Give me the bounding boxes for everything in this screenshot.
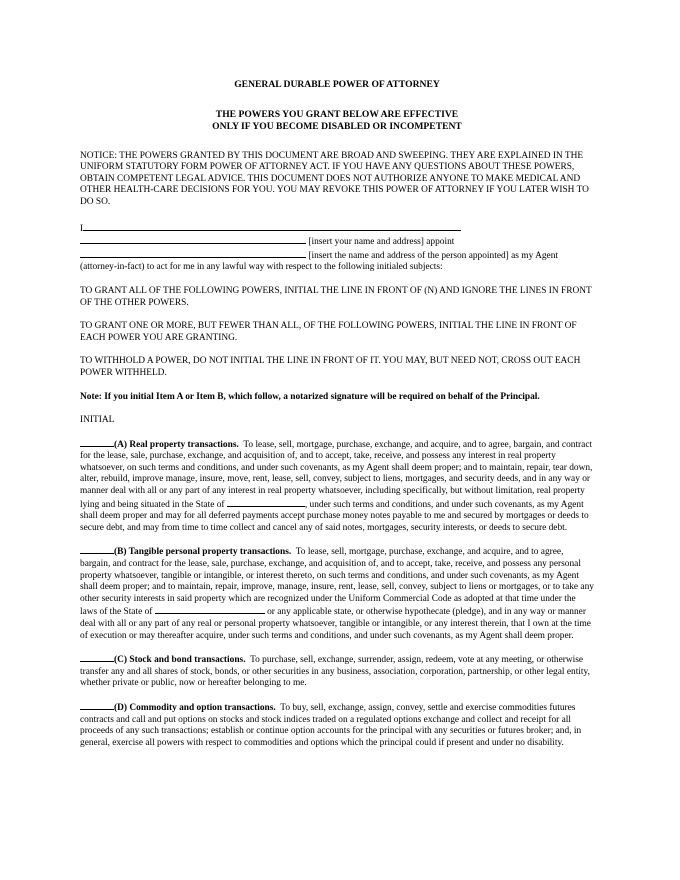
principal-prefix: I [80, 223, 84, 234]
agent-name-blank[interactable] [80, 249, 306, 258]
item-a-text-2: , under such terms and conditions, and under such covenants, as my Agent shall deem proper and may for all deferred payments accept purchase money notes payable to me and secured by mortgages or deeds to secure debt, and may from time to time collect and cancel any of said notes, mortgages, security interests, or deeds to secure debt. [80, 499, 589, 533]
principal-name-blank[interactable] [83, 222, 461, 231]
instruction-withhold: TO WITHHOLD A POWER, DO NOT INITIAL THE LINE IN FRONT OF IT. YOU MAY, BUT NEED NOT, CROSS OUT EACH POWER WITHHELD. [80, 356, 581, 378]
item-d-heading: (D) Commodity and option transactions. [114, 702, 276, 713]
initial-blank-c[interactable] [80, 653, 114, 662]
item-b-heading: (B) Tangible personal property transactions. [114, 547, 292, 558]
notarization-note: Note: If you initial Item A or Item B, which follow, a notarized signature will be required on behalf of the Principal. [80, 391, 540, 402]
item-a-state-blank[interactable] [227, 498, 305, 507]
item-c-text: To purchase, sell, exchange, surrender, assign, redeem, vote at any meeting, or otherwise transfer any and all shares of stock, bonds, or other securities in any business, association, corporation, partnership, or other legal entity, whether private or public, now or hereafter belonging to me. [80, 655, 590, 689]
power-item-d [80, 701, 594, 749]
agent-continuation: (attorney-in-fact) to act for me in any lawful way with respect to the following initialed subjects: [80, 262, 443, 273]
item-b-text-1: To lease, sell, mortgage, purchase, exchange, and acquire, and to agree, bargain, and contract for the lease, sale, purchase, exchange, and acquisition of, and to accept, take, receive, and possess any personal property whatsoever, tangible or intangible, or interest thereto, on such terms and conditions, and under such covenants, as my Agent shall deem proper; and to maintain, repair, improve, manage, insure, rent, lease, sell, convey, subject to liens or mortgages, or to take any other security interests in said property which are recognized under the Uniform Commercial Code as adopted at that time under the laws of the State of [80, 547, 594, 618]
principal-line [80, 222, 594, 236]
principal-address-line [80, 235, 594, 249]
subtitle-line-2: ONLY IF YOU BECOME DISABLED OR INCOMPETENT [212, 120, 462, 132]
initial-label: INITIAL [80, 415, 115, 426]
agent-line [80, 249, 594, 263]
item-a-heading: (A) Real property transactions. [114, 439, 239, 450]
initial-blank-b[interactable] [80, 545, 114, 554]
item-a-text-1: To lease, sell, mortgage, purchase, exchange, and acquire, and to agree, bargain, and contract for the lease, sale, purchase, exchange, and acquisition of, and to accept, take, receive, and possess any interest in real property whatsoever, on such terms and conditions, and under such covenants, as my Agent shall deem proper; and to maintain, repair, tear down, alter, rebuild, improve manage, insure, move, rent, lease, sell, convey, subject to liens, mortgages, and security deeds, and in any way or manner deal with all or any part of any interest in real property whatsoever, including specifically, but without limitation, real property lying and being situated in the State of [80, 439, 593, 510]
initial-blank-d[interactable] [80, 701, 114, 710]
principal-hint: [insert your name and address] appoint [308, 237, 455, 248]
item-c-heading: (C) Stock and bond transactions. [114, 655, 246, 666]
power-item-b [80, 545, 594, 642]
initial-blank-a[interactable] [80, 438, 114, 447]
document-title: GENERAL DURABLE POWER OF ATTORNEY [234, 79, 440, 90]
agent-hint: [insert the name and address of the person appointed] as my Agent [308, 250, 559, 261]
notice-paragraph: NOTICE: THE POWERS GRANTED BY THIS DOCUMENT ARE BROAD AND SWEEPING. THEY ARE EXPLAINED IN THE UNIFORM STATUTORY FORM POWER OF ATTORNEY ACT. IF YOU HAVE ANY QUESTIONS ABOUT THESE POWERS, OBTAIN COMPETENT LEGAL ADVICE. THIS DOCUMENT DOES NOT AUTHORIZE ANYONE TO MAKE MEDICAL AND OTHER HEALTH-CARE DECISIONS FOR YOU. YOU MAY REVOKE THIS POWER OF ATTORNEY IF YOU LATER WISH TO DO SO. [80, 150, 589, 207]
power-item-c [80, 653, 594, 690]
power-item-a [80, 438, 594, 535]
instruction-grant-some: TO GRANT ONE OR MORE, BUT FEWER THAN ALL, OF THE FOLLOWING POWERS, INITIAL THE LINE IN FRONT OF EACH POWER YOU ARE GRANTING. [80, 321, 577, 343]
principal-address-blank[interactable] [80, 235, 306, 244]
item-d-text: To buy, sell, exchange, assign, convey, settle and exercise commodities futures contracts and call and put options on stocks and stock indices traded on a regulated options exchange and collect and receipt for all proceeds of any such transactions; establish or continue option accounts for the principal with any securities or futures broker; and, in general, exercise all powers with respect to commodities and options which the principal could if present and under no disability. [80, 702, 582, 748]
item-b-state-blank[interactable] [155, 605, 265, 614]
instruction-grant-all: TO GRANT ALL OF THE FOLLOWING POWERS, INITIAL THE LINE IN FRONT OF (N) AND IGNORE THE LINES IN FRONT OF THE OTHER POWERS. [80, 285, 592, 308]
appointment-block [80, 222, 594, 274]
item-b-text-2: or any applicable state, or otherwise hypothecate (pledge), and in any way or manner deal with all or any part of any real or personal property whatsoever, tangible or intangible, or any interest therein, that I own at the time of execution or may thereafter acquire, under such terms and conditions, and under such covenants, as my Agent shall deem proper. [80, 607, 591, 641]
document-subtitle [80, 109, 594, 133]
subtitle-line-1: THE POWERS YOU GRANT BELOW ARE EFFECTIVE [215, 108, 459, 120]
